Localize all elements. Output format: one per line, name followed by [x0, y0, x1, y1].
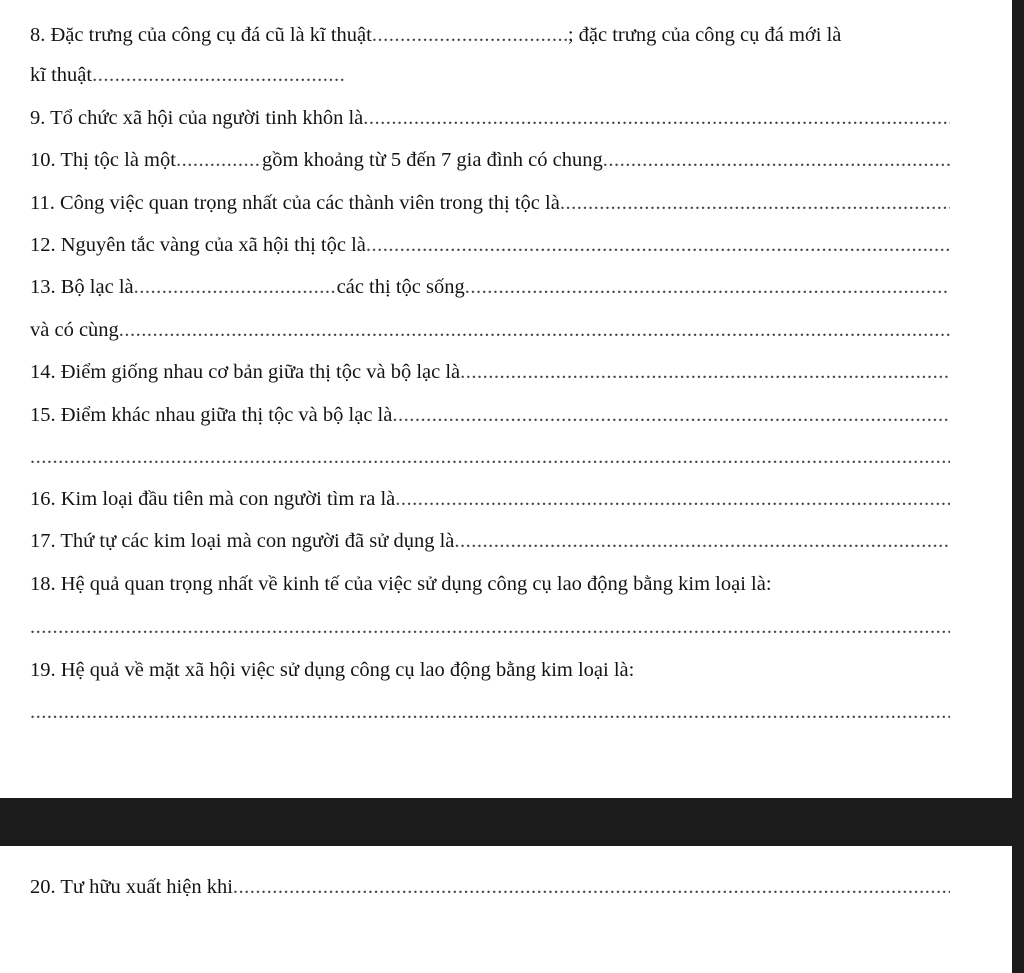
question-9-text: 9. Tổ chức xã hội của người tinh khôn là	[30, 107, 364, 129]
question-13-text: 13. Bộ lạc là	[30, 276, 134, 298]
question-11	[30, 188, 950, 218]
question-13-line-1	[30, 272, 950, 302]
question-19-text: 19. Hệ quả về mặt xã hội việc sử dụng công cụ lao động bằng kim loại là:	[30, 659, 635, 681]
question-13-line-2	[30, 315, 950, 345]
question-18-text: 18. Hệ quả quan trọng nhất về kinh tế của việc sử dụng công cụ lao động bằng kim loại là:	[30, 573, 772, 595]
question-13-text-continued: các thị tộc sống	[336, 276, 465, 298]
question-17-text: 17. Thứ tự các kim loại mà con người đã sử dụng là	[30, 530, 455, 552]
answer-blank[interactable]	[465, 272, 950, 302]
question-8-line-1	[30, 20, 950, 50]
question-10	[30, 145, 950, 175]
question-8-text: 8. Đặc trưng của công cụ đá cũ là kĩ thuật	[30, 24, 372, 46]
question-10-text: 10. Thị tộc là một	[30, 149, 176, 171]
question-8-text-end: kĩ thuật	[30, 64, 93, 86]
answer-blank[interactable]	[92, 60, 344, 90]
question-16-text: 16. Kim loại đầu tiên mà con người tìm ra là	[30, 488, 396, 510]
question-16	[30, 484, 950, 514]
answer-blank[interactable]	[30, 612, 950, 642]
answer-blank[interactable]	[30, 442, 950, 472]
answer-blank[interactable]	[460, 357, 950, 387]
question-15-text: 15. Điểm khác nhau giữa thị tộc và bộ lạc là	[30, 404, 393, 426]
question-15-answer-line	[30, 442, 950, 472]
question-9	[30, 103, 950, 133]
answer-blank[interactable]	[176, 145, 262, 175]
question-8-line-2	[30, 60, 950, 90]
answer-blank[interactable]	[30, 697, 950, 727]
answer-blank[interactable]	[603, 145, 950, 175]
answer-blank[interactable]	[363, 103, 950, 133]
question-15	[30, 400, 950, 430]
answer-blank[interactable]	[366, 230, 950, 260]
worksheet-page-2	[0, 846, 1012, 973]
question-8-text-continued: ; đặc trưng của công cụ đá mới là	[567, 24, 842, 46]
question-20-text: 20. Tư hữu xuất hiện khi	[30, 876, 233, 898]
answer-blank[interactable]	[560, 188, 950, 218]
question-10-text-continued: gồm khoảng từ 5 đến 7 gia đình có chung	[261, 149, 603, 171]
answer-blank[interactable]	[134, 272, 337, 302]
question-13-text-end: và có cùng	[30, 319, 119, 341]
answer-blank[interactable]	[392, 400, 950, 430]
question-11-text: 11. Công việc quan trọng nhất của các thành viên trong thị tộc là	[30, 192, 560, 214]
question-14	[30, 357, 950, 387]
answer-blank[interactable]	[454, 526, 950, 556]
question-20	[30, 872, 950, 902]
answer-blank[interactable]	[395, 484, 950, 514]
question-14-text: 14. Điểm giống nhau cơ bản giữa thị tộc và bộ lạc là	[30, 361, 461, 383]
question-12	[30, 230, 950, 260]
question-12-text: 12. Nguyên tắc vàng của xã hội thị tộc là	[30, 234, 366, 256]
question-19	[30, 655, 950, 685]
question-17	[30, 526, 950, 556]
question-18-answer-line	[30, 612, 950, 642]
answer-blank[interactable]	[372, 20, 568, 50]
question-18	[30, 569, 950, 599]
answer-blank[interactable]	[119, 315, 950, 345]
question-19-answer-line	[30, 697, 950, 727]
answer-blank[interactable]	[233, 872, 950, 902]
